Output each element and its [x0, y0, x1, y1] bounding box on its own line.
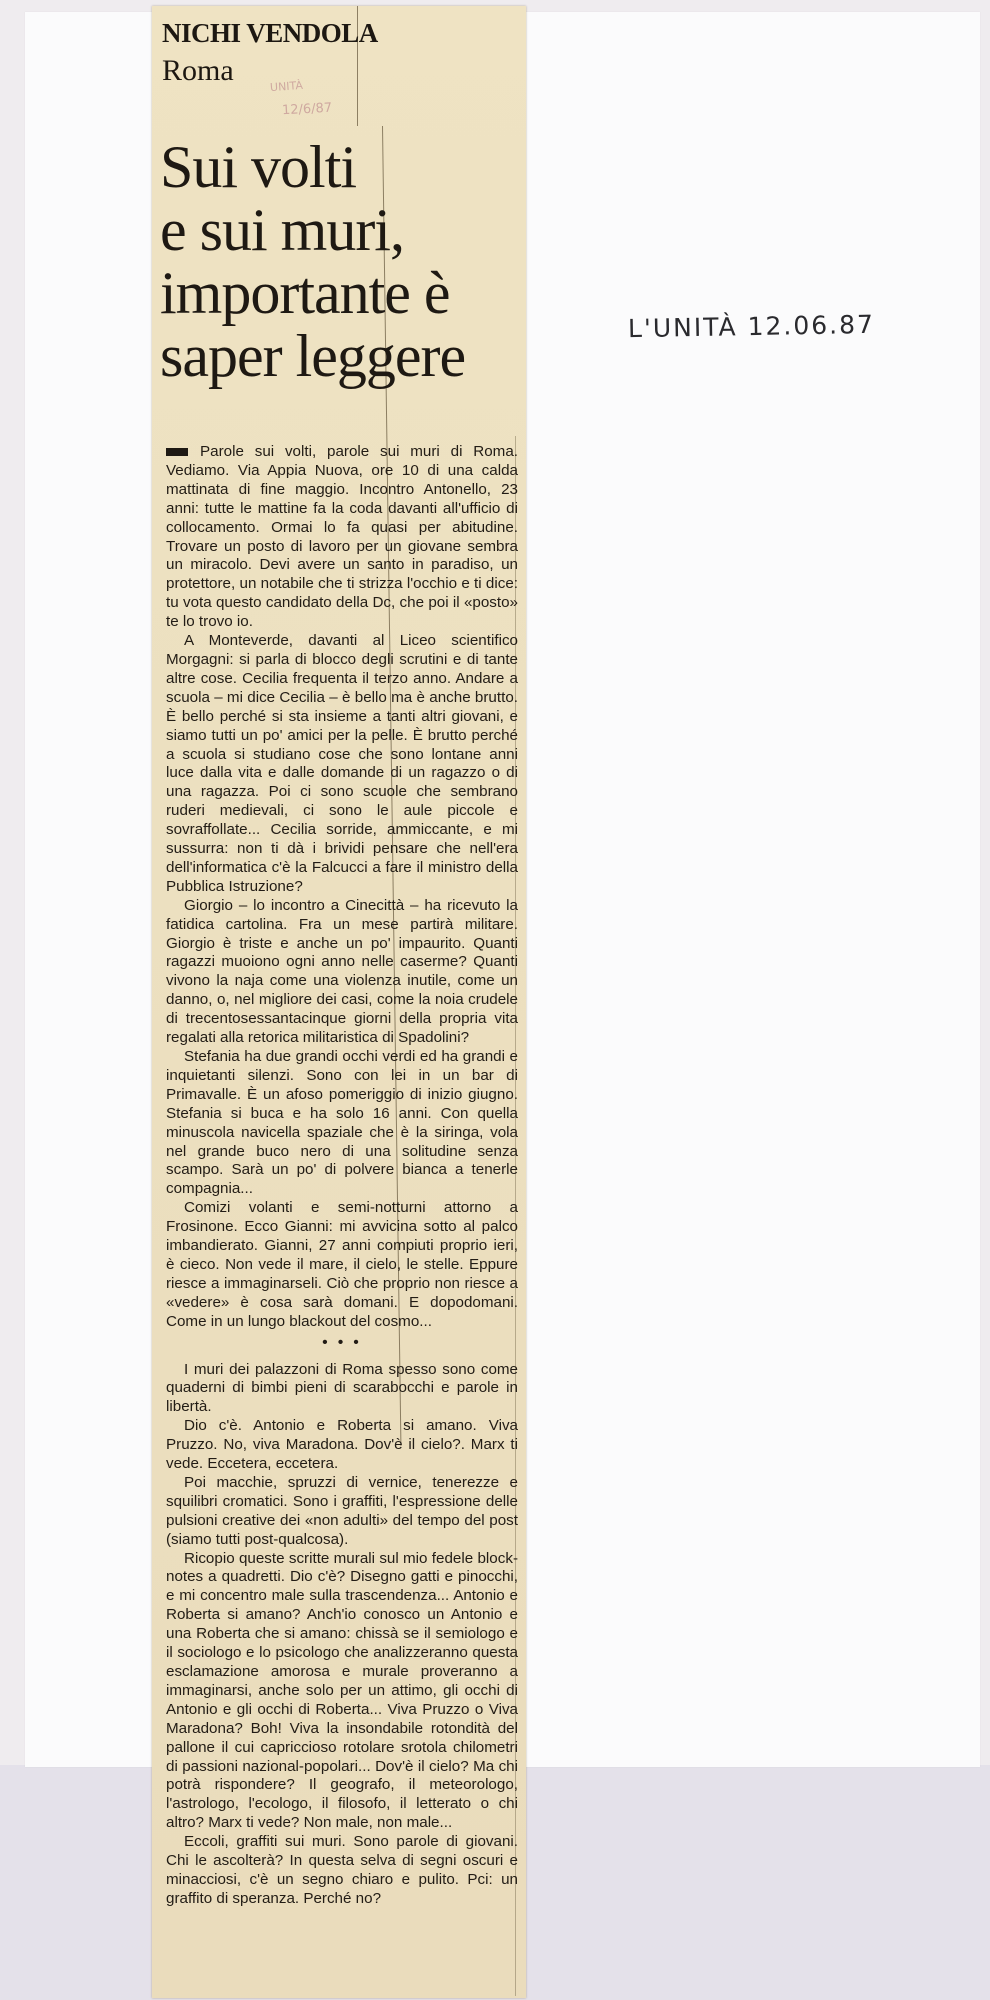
author-city: Roma	[162, 54, 234, 87]
headline-line: importante è	[160, 260, 450, 326]
author-name: NICHI VENDOLA	[162, 18, 378, 48]
headline-line: e sui muri,	[160, 197, 404, 263]
stamp-source: UNITÀ	[269, 78, 304, 95]
headline	[160, 136, 520, 388]
article-paragraph: Eccoli, graffiti sui muri. Sono parole di giovani. Chi le ascolterà? In questa selva di segni oscuri e minacciosi, c'è un segno chiaro e pulito. Pci: un graffito di speranza. Perché no?	[166, 1833, 518, 1907]
article-paragraph: Dio c'è. Antonio e Roberta si amano. Viva Pruzzo. No, viva Maradona. Dov'è il cielo?. Marx ti vede. Eccetera, eccetera.	[166, 1417, 518, 1473]
article-body	[166, 443, 518, 1909]
handwritten-annotation: L'UNITÀ 12.06.87	[627, 309, 876, 344]
section-separator: • • •	[322, 1333, 362, 1351]
article-paragraph: Comizi volanti e semi-notturni attorno a Frosinone. Ecco Gianni: mi avvicina sotto al palco imbandierato. Gianni, 27 anni compiuti proprio ieri, è cieco. Non vede il mare, il cielo, le stelle. Eppure riesce a immaginarseli. Ciò che proprio non riesce a «vedere» è cosa sarà domani. E dopodomani. Come in un lungo blackout del cosmo...	[166, 1199, 518, 1330]
article-paragraph: Stefania ha due grandi occhi verdi ed ha grandi e inquietanti silenzi. Sono con lei in un bar di Primavalle. È un afoso pomeriggio di inizio giugno. Stefania si buca e ha solo 16 anni. Con quella minuscola navicella spaziale che è la siringa, vola nel grande buco nero di una solitudine senza scampo. Sarà un po' di polvere bianca a tenerle compagnia...	[166, 1048, 518, 1198]
article-paragraph: I muri dei palazzoni di Roma spesso sono come quaderni di bimbi pieni di scarabocchi e parole in libertà.	[166, 1360, 518, 1416]
article-paragraph: Giorgio – lo incontro a Cinecittà – ha ricevuto la fatidica cartolina. Fra un mese partirà militare. Giorgio è triste e anche un po' impaurito. Quanti ragazzi muoiono ogni anno nelle caserme? Quanti vivono la naja come una violenza inutile, come un danno, o, nel migliore dei casi, come la noia crudele di trecentosessantacinque giorni della propria vita regalati alla retorica militaristica di Spadolini?	[166, 896, 518, 1047]
article-paragraph: A Monteverde, davanti al Liceo scientifico Morgagni: si parla di blocco degli scrutini e di tante altre cose. Cecilia frequenta il terzo anno. Andare a scuola – mi dice Cecilia – è bello ma è anche brutto. È bello perché si sta insieme a tanti altri giovani, e siamo tutti un po' amici per la pelle. È brutto perché a scuola si studiano cose che sono lontane anni luce dalla vita e dalle domande di un ragazzo o di una ragazza. Poi ci sono scuole che sembrano ruderi medievali, ci sono le aule piccole e sovraffollate... Cecilia sorride, ammiccante, e mi sussurra: non ti dà i brividi pensare che nell'era dell'informatica c'è la Falcucci a fare il ministro della Pubblica Istruzione?	[166, 632, 518, 895]
article-paragraph: Poi macchie, spruzzi di vernice, tenerezze e squilibri cromatici. Sono i graffiti, l'espressione delle pulsioni creative dei «non adulti» del tempo del post (siamo tutti post-qualcosa).	[166, 1473, 518, 1548]
newspaper-clipping	[152, 6, 526, 1998]
lead-marker	[166, 448, 188, 456]
article-paragraph	[166, 443, 518, 632]
paragraph-text: Parole sui volti, parole sui muri di Roma. Vediamo. Via Appia Nuova, ore 10 di una calda mattinata di fine maggio. Incontro Antonello, 23 anni: tutte le mattine fa la coda davanti all'ufficio di collocamento. Ormai lo fa quasi per abitudine. Trovare un posto di lavoro per un giovane sembra un miracolo. Devi avere un santo in paradiso, un protettore, un notabile che ti strizza l'occhio e ti dice: tu vota questo candidato della Dc, che poi il «posto» te lo trovo io.	[166, 443, 518, 631]
stamp-date: 12/6/87	[281, 100, 333, 119]
headline-line: Sui volti	[160, 134, 357, 200]
article-paragraph: Ricopio queste scritte murali sul mio fedele block-notes a quadretti. Dio c'è? Disegno gatti e pinocchi, e mi concentro male sulla trascendenza... Antonio e Roberta si amano? Anch'io conosco un Antonio e una Roberta che si amano: chissà se il semiologo e il sociologo e lo psicologo che analizzeranno questa esclamazione amorosa e murale proveranno a immaginarsi, anche solo per un attimo, gli occhi di Antonio e gli occhi di Roberta... Viva Pruzzo o Viva Maradona? Boh! Viva la insondabile rotondità del pallone il cui capriccioso rotolare srotola chilometri di passioni nazional-popolari... Dov'è il cielo? Ma chi potrà rispondere? Il geografo, il meteorologo, l'astrologo, l'ecologo, il filosofo, il letterato o chi altro? Marx ti vede? Non male, non male...	[166, 1549, 518, 1832]
headline-line: saper leggere	[160, 323, 466, 389]
